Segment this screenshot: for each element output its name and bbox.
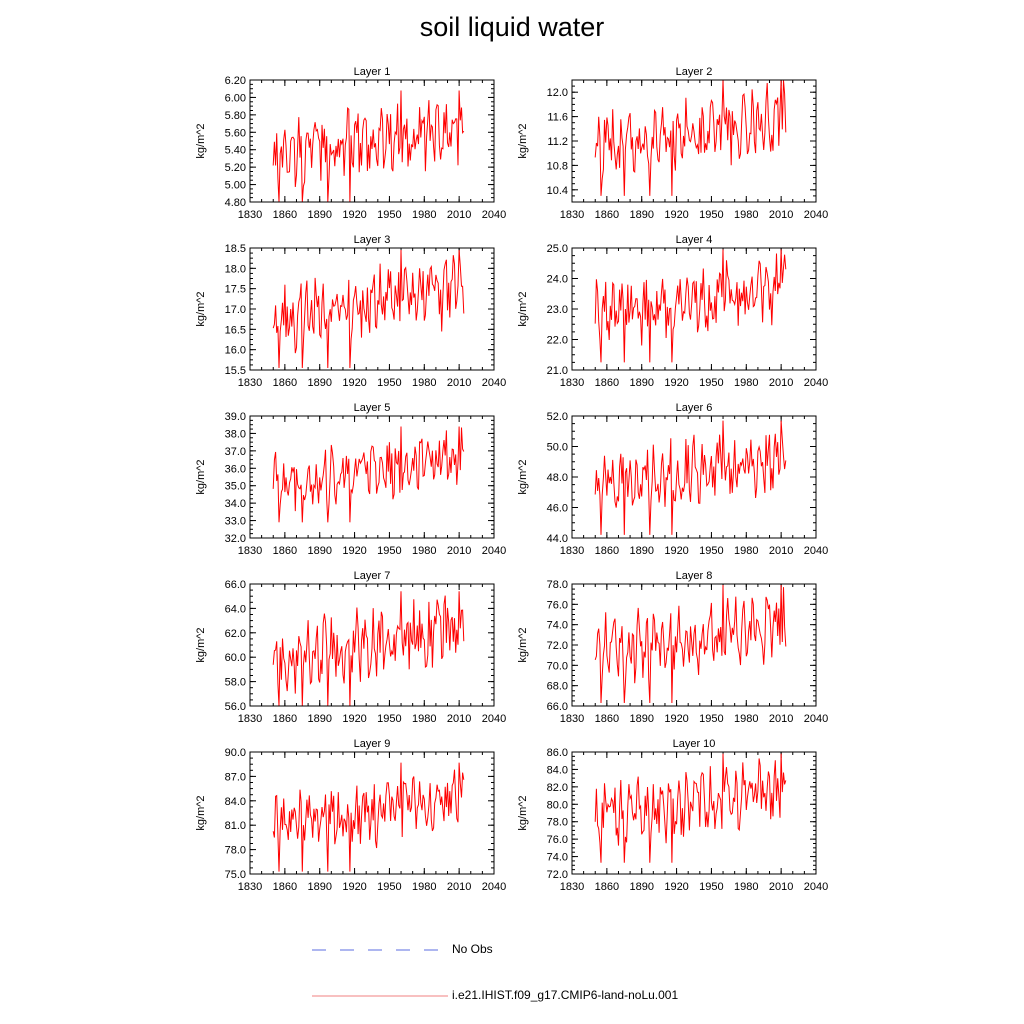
x-tick-label: 1950 [377, 209, 402, 221]
x-tick-label: 1950 [377, 881, 402, 893]
y-tick-label: 44.0 [546, 533, 568, 545]
x-tick-label: 1950 [699, 881, 724, 893]
x-tick-label: 1890 [307, 713, 332, 725]
y-tick-label: 62.0 [224, 627, 246, 640]
plot-frame [250, 248, 494, 370]
x-tick-label: 1890 [629, 545, 654, 557]
x-tick-label: 2010 [446, 209, 472, 221]
x-tick-label: 2010 [768, 713, 794, 725]
x-tick-label: 1830 [559, 713, 585, 725]
x-tick-label: 1920 [664, 377, 689, 389]
y-tick-label: 86.0 [546, 747, 568, 759]
y-tick-label: 36.0 [224, 463, 246, 476]
x-tick-label: 1860 [594, 713, 620, 725]
x-tick-label: 1860 [272, 209, 298, 221]
x-tick-label: 1860 [272, 881, 298, 893]
y-tick-label: 11.2 [547, 136, 568, 148]
x-tick-label: 1920 [342, 545, 367, 557]
x-tick-label: 1920 [342, 713, 367, 725]
x-tick-label: 1890 [629, 209, 654, 221]
x-tick-label: 1890 [307, 881, 332, 893]
x-tick-label: 1830 [559, 545, 585, 557]
series-line [595, 754, 786, 863]
y-tick-label: 37.0 [224, 445, 246, 458]
x-tick-label: 1920 [664, 545, 689, 557]
x-tick-label: 2040 [481, 713, 507, 725]
x-tick-label: 1830 [237, 209, 263, 221]
x-tick-label: 1860 [594, 881, 620, 893]
x-tick-label: 1980 [734, 881, 759, 893]
x-tick-label: 1980 [412, 545, 437, 557]
y-tick-label: 12.0 [546, 87, 568, 100]
panel-title: Layer 4 [675, 234, 713, 246]
x-tick-label: 1830 [237, 545, 263, 557]
y-axis-label: kg/m^2 [195, 123, 207, 159]
y-tick-label: 84.0 [224, 795, 246, 808]
y-tick-label: 39.0 [224, 411, 246, 423]
legend-label-no-obs: No Obs [452, 942, 493, 956]
panel-4 [517, 234, 828, 389]
x-tick-label: 1830 [559, 377, 585, 389]
x-tick-label: 1950 [377, 545, 402, 557]
chart-title: soil liquid water [419, 12, 605, 42]
y-tick-label: 24.0 [546, 273, 568, 286]
x-tick-label: 2010 [768, 545, 794, 557]
y-tick-label: 38.0 [224, 428, 246, 441]
panel-3 [195, 234, 506, 389]
x-tick-label: 2040 [803, 881, 829, 893]
panel-9 [195, 738, 506, 893]
y-tick-label: 76.0 [546, 834, 568, 847]
y-tick-label: 34.0 [224, 498, 246, 511]
x-tick-label: 1830 [559, 881, 585, 893]
panel-title: Layer 3 [353, 234, 391, 246]
x-tick-label: 2010 [768, 881, 794, 893]
x-tick-label: 1860 [272, 377, 298, 389]
x-tick-label: 1860 [272, 713, 298, 725]
x-tick-label: 1920 [664, 209, 689, 221]
x-tick-label: 2040 [803, 377, 829, 389]
legend-swatch-no-obs [310, 940, 450, 960]
x-tick-label: 2040 [481, 377, 507, 389]
x-tick-label: 1980 [412, 713, 437, 725]
x-tick-label: 1860 [594, 545, 620, 557]
y-tick-label: 74.0 [546, 851, 568, 864]
y-tick-label: 60.0 [224, 652, 246, 665]
x-tick-label: 1890 [307, 545, 332, 557]
x-tick-label: 1920 [342, 377, 367, 389]
y-axis-label: kg/m^2 [517, 795, 529, 831]
y-tick-label: 78.0 [546, 816, 568, 829]
y-axis-label: kg/m^2 [195, 795, 207, 831]
series-line [595, 80, 786, 196]
x-tick-label: 1890 [629, 713, 654, 725]
y-tick-label: 80.0 [546, 799, 568, 812]
series-line [273, 250, 464, 368]
x-tick-label: 1890 [307, 209, 332, 221]
y-tick-label: 35.0 [224, 480, 246, 493]
x-tick-label: 1830 [237, 713, 263, 725]
y-tick-label: 48.0 [546, 472, 568, 484]
panel-10 [517, 738, 828, 893]
x-tick-label: 1890 [307, 377, 332, 389]
y-tick-label: 18.0 [224, 263, 246, 276]
y-tick-label: 5.80 [224, 109, 246, 122]
x-tick-label: 1980 [734, 713, 759, 725]
x-tick-label: 1830 [237, 377, 263, 389]
y-tick-label: 70.0 [546, 660, 568, 673]
panel-title: Layer 9 [353, 738, 391, 750]
x-tick-label: 1890 [629, 881, 654, 893]
y-tick-label: 78.0 [546, 579, 568, 591]
x-tick-label: 2040 [803, 209, 829, 221]
y-tick-label: 18.5 [224, 243, 246, 255]
y-tick-label: 15.5 [224, 365, 246, 377]
panel-title: Layer 8 [675, 570, 713, 582]
x-tick-label: 1860 [272, 545, 298, 557]
x-tick-label: 1980 [734, 377, 759, 389]
y-tick-label: 76.0 [546, 599, 568, 612]
x-tick-label: 1950 [699, 713, 724, 725]
y-tick-label: 75.0 [224, 869, 246, 881]
y-tick-label: 16.5 [224, 324, 246, 337]
x-tick-label: 2010 [446, 713, 472, 725]
y-tick-label: 11.6 [547, 111, 568, 124]
y-tick-label: 84.0 [546, 764, 568, 777]
y-tick-label: 10.8 [546, 160, 568, 173]
y-tick-label: 81.0 [224, 820, 246, 833]
x-tick-label: 2010 [446, 545, 472, 557]
panel-2 [517, 66, 828, 221]
series-line [595, 421, 786, 535]
y-tick-label: 10.4 [546, 184, 568, 197]
series-line [273, 91, 464, 203]
x-tick-label: 1950 [377, 713, 402, 725]
x-tick-label: 1950 [377, 377, 402, 389]
y-tick-label: 16.0 [224, 344, 246, 357]
x-tick-label: 1980 [734, 545, 759, 557]
legend-swatch-model [310, 986, 450, 1006]
panel-title: Layer 10 [672, 738, 716, 750]
y-tick-label: 6.00 [224, 92, 246, 105]
y-tick-label: 52.0 [546, 411, 568, 423]
panel-7 [195, 570, 506, 725]
y-tick-label: 32.0 [224, 533, 246, 545]
x-tick-label: 2040 [481, 209, 507, 221]
series-line [273, 427, 464, 523]
panel-6 [517, 402, 828, 557]
y-tick-label: 72.0 [546, 869, 568, 881]
x-tick-label: 1950 [699, 377, 724, 389]
x-tick-label: 1920 [342, 881, 367, 893]
x-tick-label: 1890 [629, 377, 654, 389]
x-tick-label: 1950 [699, 545, 724, 557]
x-tick-label: 2040 [803, 545, 829, 557]
legend-label-model: i.e21.IHIST.f09_g17.CMIP6-land-noLu.001 [452, 988, 679, 1002]
x-tick-label: 2010 [768, 377, 794, 389]
panel-title: Layer 1 [353, 66, 391, 78]
x-tick-label: 1980 [412, 209, 437, 221]
x-tick-label: 1920 [664, 881, 689, 893]
y-axis-label: kg/m^2 [517, 123, 529, 159]
y-tick-label: 90.0 [224, 747, 246, 759]
series-line [595, 250, 786, 363]
y-tick-label: 21.0 [546, 365, 568, 377]
x-tick-label: 1830 [559, 209, 585, 221]
y-tick-label: 58.0 [224, 676, 246, 689]
y-tick-label: 4.80 [224, 197, 246, 209]
y-tick-label: 74.0 [546, 619, 568, 632]
y-tick-label: 23.0 [546, 304, 568, 316]
panel-title: Layer 5 [353, 402, 391, 414]
panel-5 [195, 402, 506, 557]
y-tick-label: 17.0 [224, 304, 246, 316]
x-tick-label: 2010 [446, 377, 472, 389]
x-tick-label: 2010 [446, 881, 472, 893]
y-tick-label: 17.5 [224, 283, 246, 296]
y-axis-label: kg/m^2 [517, 291, 529, 327]
panel-8 [517, 570, 828, 725]
y-tick-label: 6.20 [224, 75, 246, 87]
x-tick-label: 1950 [699, 209, 724, 221]
y-axis-label: kg/m^2 [195, 291, 207, 327]
y-tick-label: 66.0 [546, 701, 568, 713]
y-axis-label: kg/m^2 [517, 627, 529, 663]
y-tick-label: 5.40 [224, 144, 246, 157]
y-tick-label: 66.0 [224, 579, 246, 591]
y-tick-label: 46.0 [546, 502, 568, 515]
panel-title: Layer 6 [675, 402, 713, 414]
x-tick-label: 2040 [481, 881, 507, 893]
series-line [595, 585, 786, 703]
y-tick-label: 33.0 [224, 515, 246, 528]
x-tick-label: 1980 [412, 377, 437, 389]
y-axis-label: kg/m^2 [195, 627, 207, 663]
y-tick-label: 5.60 [224, 127, 246, 140]
y-tick-label: 5.00 [224, 179, 246, 192]
x-tick-label: 1830 [237, 881, 263, 893]
y-tick-label: 22.0 [546, 334, 568, 347]
y-tick-label: 56.0 [224, 701, 246, 713]
y-tick-label: 82.0 [546, 781, 568, 794]
x-tick-label: 1860 [594, 377, 620, 389]
y-tick-label: 64.0 [224, 603, 246, 616]
y-tick-label: 50.0 [546, 441, 568, 454]
panel-title: Layer 7 [353, 570, 391, 582]
plot-frame [250, 752, 494, 874]
y-tick-label: 72.0 [546, 640, 568, 652]
x-tick-label: 1920 [342, 209, 367, 221]
x-tick-label: 1980 [734, 209, 759, 221]
x-tick-label: 1860 [594, 209, 620, 221]
series-line [273, 763, 464, 872]
x-tick-label: 2010 [768, 209, 794, 221]
y-tick-label: 25.0 [546, 243, 568, 255]
x-tick-label: 2040 [481, 545, 507, 557]
plot-frame [572, 584, 816, 706]
x-tick-label: 1980 [412, 881, 437, 893]
series-line [273, 591, 464, 706]
x-tick-label: 1920 [664, 713, 689, 725]
y-tick-label: 78.0 [224, 844, 246, 857]
panel-title: Layer 2 [675, 66, 713, 78]
y-axis-label: kg/m^2 [195, 459, 207, 495]
plot-frame [572, 248, 816, 370]
y-tick-label: 5.20 [224, 162, 246, 175]
y-axis-label: kg/m^2 [517, 459, 529, 495]
y-tick-label: 68.0 [546, 680, 568, 693]
x-tick-label: 2040 [803, 713, 829, 725]
panel-1 [195, 66, 506, 221]
y-tick-label: 87.0 [224, 771, 246, 784]
